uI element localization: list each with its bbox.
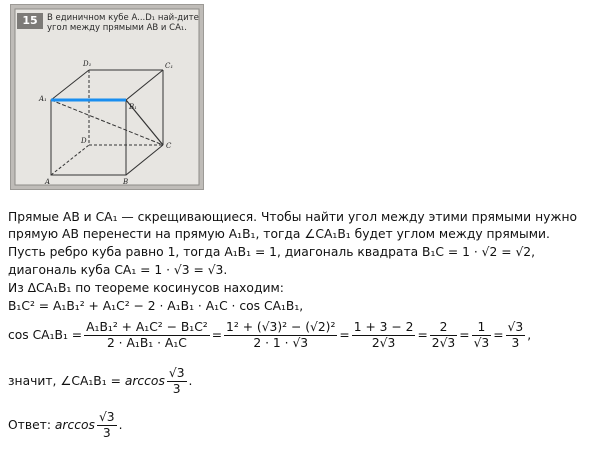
- answer-arccos-label: arccos: [54, 418, 95, 432]
- label-a1: A₁: [39, 95, 47, 103]
- cos-lhs: cos CA₁B₁ =: [8, 328, 83, 342]
- label-b1: B₁: [129, 103, 137, 111]
- fraction-1-denominator: 2 · A₁B₁ · A₁C: [84, 335, 210, 351]
- equals-sign: =: [211, 328, 223, 342]
- answer-prefix: Ответ:: [8, 418, 51, 432]
- fraction-3-numerator: 1 + 3 − 2: [353, 320, 414, 334]
- conclusion-fraction-denominator: 3: [167, 381, 187, 397]
- fraction-2: [224, 320, 337, 351]
- solution-line-4: диагональ куба CA₁ = 1 · √3 = √3.: [8, 263, 228, 277]
- label-c1: C₁: [165, 62, 174, 70]
- fraction-6-numerator: √3: [507, 320, 524, 334]
- fraction-4: [430, 320, 457, 351]
- label-c: C: [166, 142, 172, 150]
- label-b: B: [123, 178, 129, 186]
- fraction-2-numerator: 1² + (√3)² − (√2)²: [226, 320, 336, 334]
- answer-period: .: [118, 418, 123, 432]
- conclusion-line: [8, 366, 596, 397]
- fraction-3-denominator: 2√3: [352, 335, 416, 351]
- solution-line-2: прямую AB перенести на прямую A₁B₁, тогда ∠CA₁B₁ будет углом между прямыми.: [8, 227, 550, 241]
- label-a: A: [45, 178, 51, 186]
- conclusion-fraction: [167, 366, 187, 397]
- task-number: 15: [17, 13, 43, 29]
- label-d: D: [81, 137, 87, 145]
- answer-fraction-numerator: √3: [98, 410, 115, 424]
- fraction-4-denominator: 2√3: [431, 336, 456, 350]
- trailing-comma: ,: [527, 328, 532, 342]
- cosine-formula: [8, 320, 596, 351]
- fraction-1-numerator: A₁B₁² + A₁C² − B₁C²: [86, 320, 208, 334]
- solution-line-5: Из ΔCA₁B₁ по теореме косинусов находим:: [8, 281, 284, 295]
- fraction-6: [506, 320, 526, 351]
- label-d1: D₁: [83, 60, 92, 68]
- equals-sign: =: [493, 328, 504, 342]
- arccos-label: arccos: [124, 374, 165, 388]
- fraction-4-numerator: 2: [439, 320, 448, 334]
- fraction-6-denominator: 3: [506, 335, 526, 351]
- equals-sign: =: [417, 328, 428, 342]
- answer-fraction: [97, 410, 117, 441]
- task-statement: В единичном кубе A...D₁ най-дите угол между прямыми AB и CA₁.: [47, 13, 199, 33]
- equals-sign: =: [339, 328, 350, 342]
- conclusion-fraction-numerator: √3: [168, 366, 185, 380]
- solution-line-6: B₁C² = A₁B₁² + A₁C² − 2 · A₁B₁ · A₁C · cos CA₁B₁,: [8, 299, 304, 313]
- fraction-2-denominator: 2 · 1 · √3: [224, 335, 337, 351]
- equals-sign: =: [459, 328, 470, 342]
- fraction-5-numerator: 1: [477, 320, 486, 334]
- answer-line: [8, 410, 596, 441]
- fraction-1: [84, 320, 210, 351]
- fraction-5-denominator: √3: [473, 336, 490, 350]
- fraction-5: [472, 320, 492, 351]
- solution-line-3: Пусть ребро куба равно 1, тогда A₁B₁ = 1, диагональ квадрата B₁C = 1 · √2 = √2,: [8, 245, 536, 259]
- conclusion-prefix: значит, ∠CA₁B₁ =: [8, 374, 121, 388]
- fraction-3: [352, 320, 416, 351]
- answer-fraction-denominator: 3: [97, 425, 117, 441]
- task-photo: [10, 4, 204, 190]
- solution-line-1: Прямые AB и CA₁ — скрещивающиеся. Чтобы найти угол между этими прямыми нужно: [8, 210, 578, 224]
- conclusion-period: .: [188, 374, 193, 388]
